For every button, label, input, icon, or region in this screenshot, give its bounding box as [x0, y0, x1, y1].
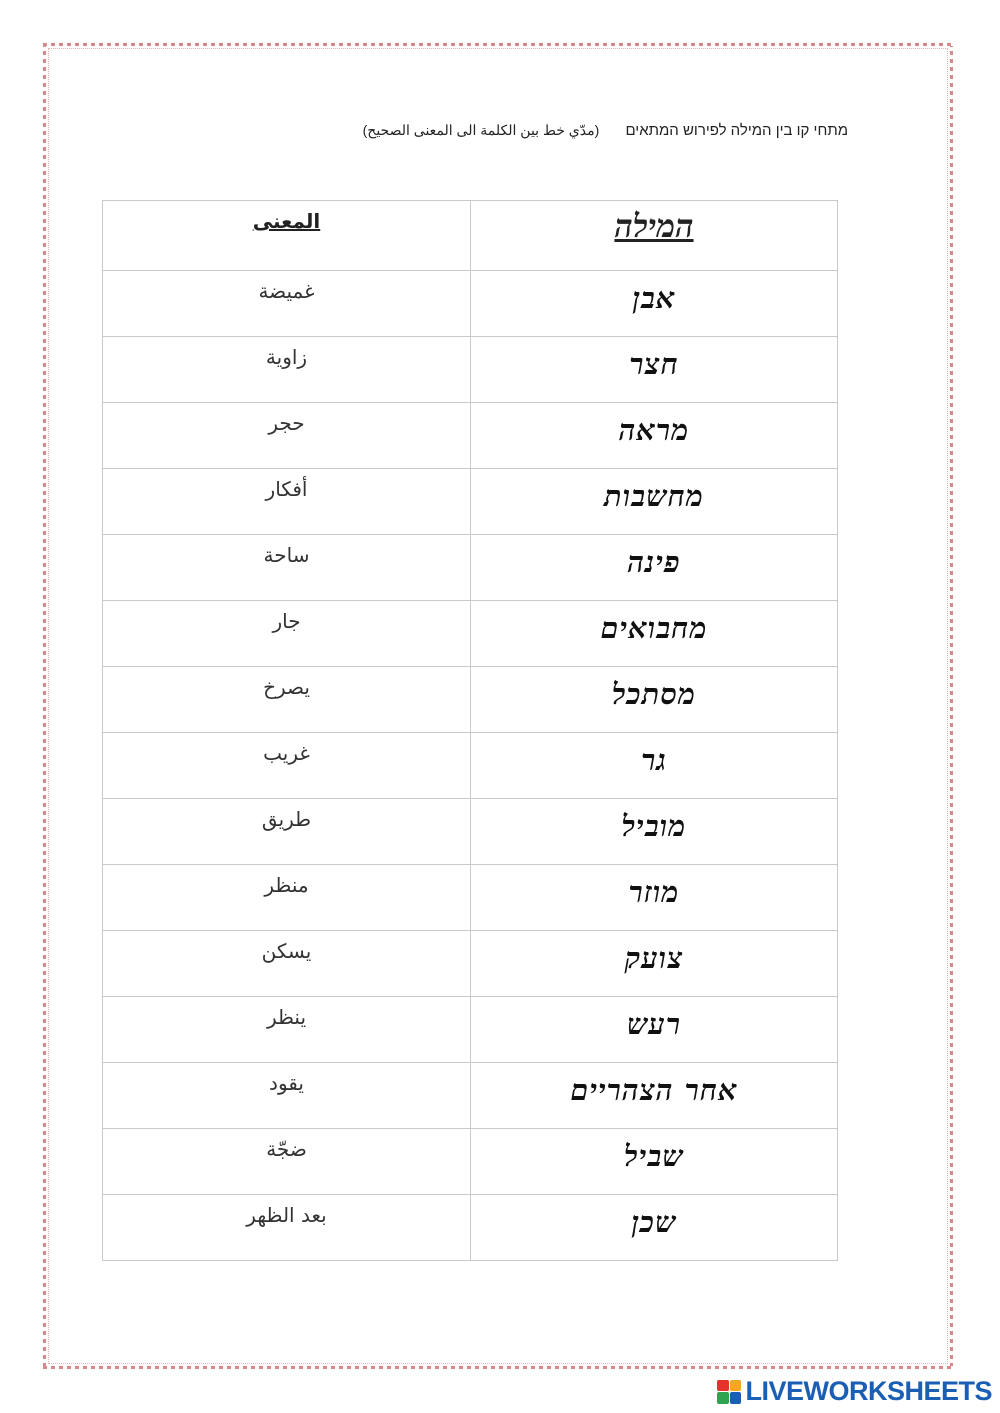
table-row	[103, 1195, 838, 1261]
word-cell[interactable]	[471, 337, 838, 403]
meaning-text: غميضة	[258, 279, 315, 303]
word-cell[interactable]	[471, 601, 838, 667]
word-text: מסתכל	[611, 677, 697, 711]
word-cell[interactable]	[471, 1129, 838, 1195]
logo-text: LIVEWORKSHEETS	[745, 1376, 992, 1406]
instruction-hebrew: מתחי קו בין המילה לפירוש המתאים	[625, 122, 848, 139]
meaning-text: ساحة	[263, 543, 310, 567]
table-row	[103, 733, 838, 799]
header-word-cell	[471, 201, 838, 271]
matching-table	[102, 200, 838, 1261]
meaning-cell[interactable]	[103, 403, 471, 469]
meaning-cell[interactable]	[103, 337, 471, 403]
meaning-cell[interactable]	[103, 667, 471, 733]
table-row	[103, 931, 838, 997]
word-cell[interactable]	[471, 997, 838, 1063]
word-cell[interactable]	[471, 535, 838, 601]
meaning-cell[interactable]	[103, 865, 471, 931]
table-row	[103, 535, 838, 601]
meaning-cell[interactable]	[103, 601, 471, 667]
meaning-text: ضجّة	[266, 1137, 307, 1161]
meaning-text: زاوية	[265, 345, 308, 369]
instruction	[363, 122, 848, 139]
word-text: חצר	[629, 347, 679, 381]
word-text: שכן	[631, 1205, 677, 1239]
word-text: גר	[641, 743, 667, 777]
meaning-text: ينظر	[266, 1005, 307, 1029]
meaning-cell[interactable]	[103, 931, 471, 997]
meaning-text: يصرخ	[263, 675, 310, 699]
word-text: פינה	[627, 545, 681, 579]
table-header-row	[103, 201, 838, 271]
word-text: צועק	[624, 941, 684, 975]
table-row	[103, 667, 838, 733]
table-row	[103, 865, 838, 931]
table-row	[103, 1063, 838, 1129]
meaning-cell[interactable]	[103, 1063, 471, 1129]
word-cell[interactable]	[471, 733, 838, 799]
word-cell[interactable]	[471, 799, 838, 865]
logo-square-blue	[730, 1392, 742, 1404]
word-cell[interactable]	[471, 1063, 838, 1129]
meaning-cell[interactable]	[103, 997, 471, 1063]
word-cell[interactable]	[471, 271, 838, 337]
word-text: מוזר	[628, 875, 680, 909]
meaning-text: غريب	[263, 741, 310, 765]
liveworksheets-logo[interactable]	[717, 1376, 992, 1407]
word-text: מחבואים	[600, 611, 708, 645]
word-text: מוביל	[621, 809, 687, 843]
liveworksheets-logo-icon	[717, 1380, 741, 1404]
meaning-cell[interactable]	[103, 271, 471, 337]
word-cell[interactable]	[471, 1195, 838, 1261]
header-word: המילה	[614, 207, 694, 245]
meaning-cell[interactable]	[103, 1195, 471, 1261]
table-row	[103, 799, 838, 865]
word-text: אבן	[632, 281, 676, 315]
word-cell[interactable]	[471, 865, 838, 931]
meaning-cell[interactable]	[103, 469, 471, 535]
table-row	[103, 997, 838, 1063]
table-row	[103, 271, 838, 337]
meaning-text: حجر	[268, 411, 305, 435]
meaning-text: طريق	[261, 807, 312, 831]
header-meaning: المعنى	[252, 209, 321, 233]
word-text: רעש	[626, 1007, 682, 1041]
meaning-text: يسكن	[261, 939, 312, 963]
word-text: מחשבות	[604, 479, 704, 513]
meaning-text: جار	[272, 609, 301, 633]
meaning-text: منظر	[264, 873, 309, 897]
meaning-text: أفكار	[265, 477, 308, 501]
logo-square-orange	[730, 1380, 742, 1392]
word-text: מראה	[618, 413, 690, 447]
meaning-cell[interactable]	[103, 733, 471, 799]
table-row	[103, 337, 838, 403]
word-cell[interactable]	[471, 931, 838, 997]
table-row	[103, 601, 838, 667]
table-row	[103, 1129, 838, 1195]
table-row	[103, 403, 838, 469]
table-row	[103, 469, 838, 535]
header-meaning-cell	[103, 201, 471, 271]
logo-square-green	[717, 1392, 729, 1404]
meaning-cell[interactable]	[103, 1129, 471, 1195]
logo-square-red	[717, 1380, 729, 1392]
word-cell[interactable]	[471, 469, 838, 535]
word-cell[interactable]	[471, 403, 838, 469]
meaning-cell[interactable]	[103, 535, 471, 601]
instruction-arabic: (مدّي خط بين الكلمة الى المعنى الصحيح)	[362, 122, 600, 138]
word-text: אחר הצהריים	[570, 1073, 738, 1107]
meaning-text: يقود	[269, 1071, 304, 1095]
meaning-text: بعد الظهر	[246, 1203, 327, 1227]
word-text: שביל	[624, 1139, 684, 1173]
meaning-cell[interactable]	[103, 799, 471, 865]
word-cell[interactable]	[471, 667, 838, 733]
